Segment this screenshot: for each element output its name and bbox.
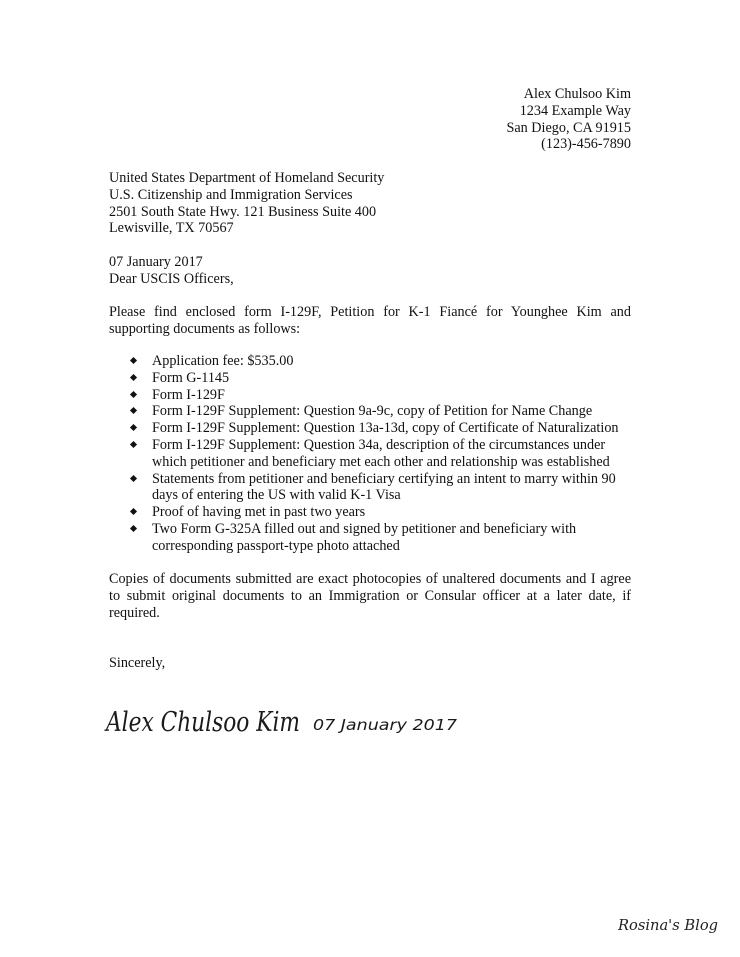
list-item [109, 471, 631, 505]
list-item [109, 437, 631, 471]
sender-street: 1234 Example Way [519, 102, 631, 119]
list-item [109, 521, 631, 555]
recipient-line-1: United States Department of Homeland Security [109, 170, 385, 186]
list-item-text: Statements from petitioner and beneficiary certifying an intent to marry within 90 days of entering the US with valid K-1 Visa [152, 470, 616, 504]
list-item-text: Form I-129F Supplement: Question 13a-13d, copy of Certificate of Naturalization [152, 420, 619, 437]
list-item-text: Form I-129F Supplement: Question 34a, description of the circumstances under which petitioner and beneficiary met each other and relationship was established [152, 436, 610, 470]
list-item-text: Proof of having met in past two years [152, 504, 366, 521]
list-item [109, 504, 631, 521]
diamond-bullet-icon [130, 407, 137, 414]
list-item-text: Form G-1145 [152, 369, 230, 386]
list-item [109, 387, 631, 404]
recipient-line-3: 2501 South State Hwy. 121 Business Suite 400 [109, 203, 377, 220]
diamond-bullet-icon [130, 391, 137, 398]
diamond-bullet-icon [130, 508, 137, 515]
intro-paragraph: Please find enclosed form I-129F, Petition for K-1 Fiancé for Younghee Kim and supporting documents as follows: [109, 304, 631, 337]
sender-phone: (123)-456-7890 [541, 136, 631, 153]
diamond-bullet-icon [130, 374, 137, 381]
diamond-bullet-icon [130, 441, 137, 448]
blog-watermark [616, 912, 726, 938]
diamond-bullet-icon [130, 525, 137, 532]
sender-city-state-zip: San Diego, CA 91915 [506, 119, 631, 136]
diamond-bullet-icon [130, 357, 137, 364]
signature-name: Alex Chulsoo Kim [104, 707, 301, 738]
list-item-text: Form I-129F Supplement: Question 9a-9c, copy of Petition for Name Change [152, 403, 593, 420]
list-item-text: Form I-129F [152, 386, 225, 403]
recipient-address [109, 170, 384, 237]
diamond-bullet-icon [130, 475, 137, 482]
signature-date: 07 January 2017 [313, 716, 458, 734]
watermark-text: Rosina's Blog [617, 916, 718, 934]
list-item-text: Application fee: $535.00 [152, 353, 294, 369]
handwritten-signature [104, 700, 504, 748]
closing-sincerely: Sincerely, [109, 655, 166, 671]
sender-address [506, 86, 631, 153]
enclosure-list [109, 353, 631, 555]
salutation: Dear USCIS Officers, [109, 270, 234, 287]
letter-date: 07 January 2017 [109, 254, 203, 270]
list-item-text: Two Form G-325A filled out and signed by petitioner and beneficiary with corresponding passport-type photo attached [152, 520, 577, 554]
date-and-salutation [109, 254, 234, 288]
recipient-line-4: Lewisville, TX 70567 [109, 220, 234, 237]
list-item [109, 353, 631, 370]
list-item [109, 420, 631, 437]
recipient-line-2: U.S. Citizenship and Immigration Services [109, 186, 353, 203]
closing-paragraph: Copies of documents submitted are exact photocopies of unaltered documents and I agree to submit original documents to an Immigration or Consular officer at a later date, if required. [109, 571, 631, 621]
sender-name: Alex Chulsoo Kim [523, 86, 631, 102]
list-item [109, 403, 631, 420]
list-item [109, 370, 631, 387]
diamond-bullet-icon [130, 424, 137, 431]
